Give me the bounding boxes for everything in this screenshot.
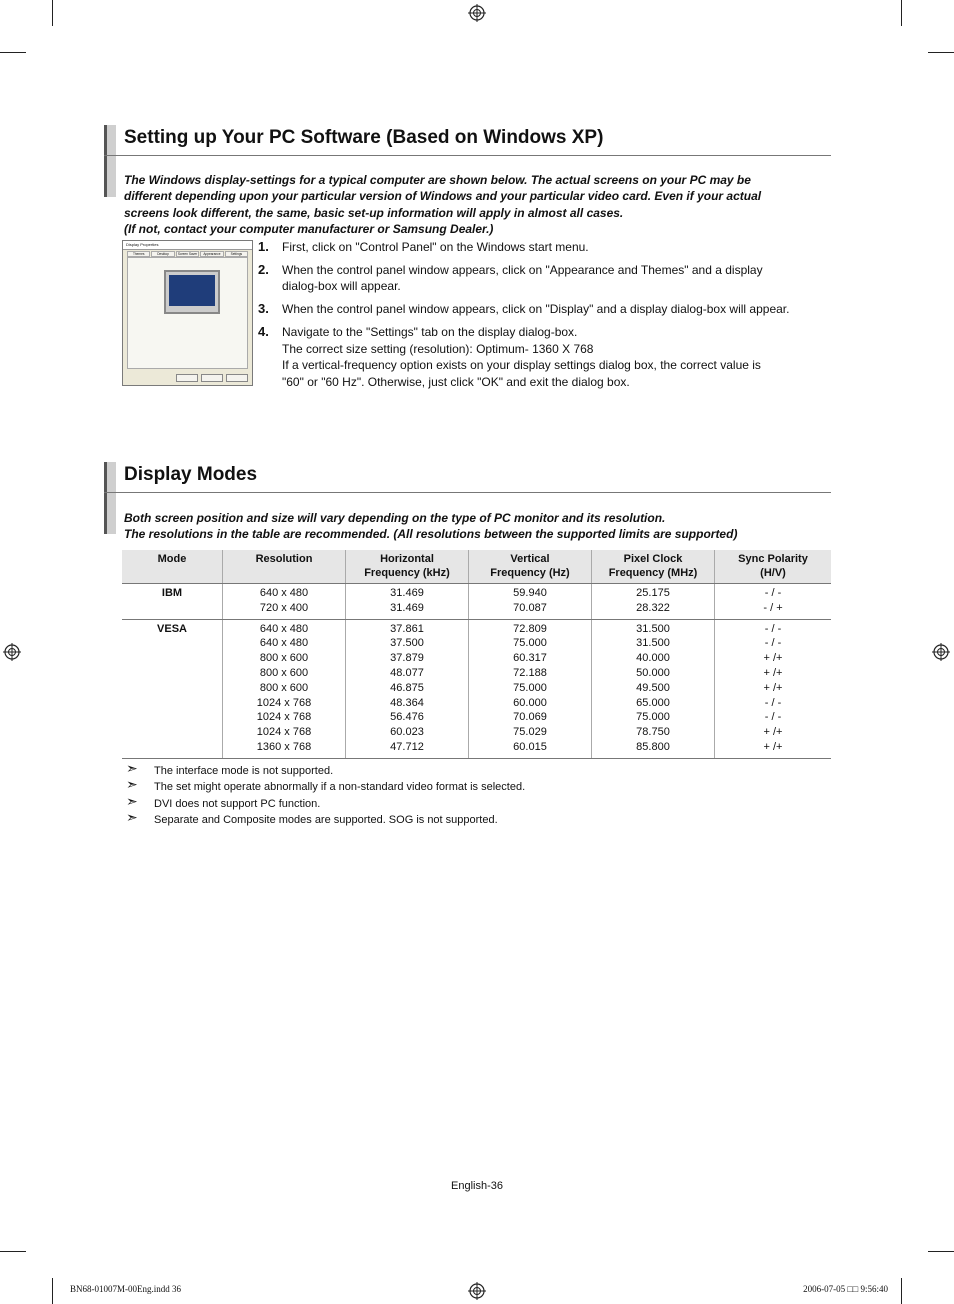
print-slug-timestamp: 2006-07-05 □□ 9:56:40 — [803, 1284, 888, 1294]
setup-steps — [258, 239, 833, 397]
note-item — [126, 776, 526, 795]
table-row — [122, 619, 831, 758]
settings-panel — [127, 257, 248, 369]
section-intro-display-modes — [124, 510, 844, 543]
cell-value: 640 x 480 — [259, 622, 309, 635]
window-title: Display Properties — [126, 242, 159, 247]
note-text: The set might operate abnormally if a non-standard video format is selected. — [154, 781, 526, 794]
registration-mark-icon — [932, 643, 950, 661]
crop-mark — [0, 52, 26, 53]
note-text: DVI does not support PC function. — [154, 797, 321, 810]
section-intro-pc-software — [124, 172, 824, 238]
cell-value: 78.750 — [636, 726, 670, 739]
cell-value: 800 x 600 — [259, 652, 309, 665]
note-item — [126, 792, 525, 812]
sync-cell — [715, 584, 832, 620]
header-pixel-clock — [592, 550, 715, 584]
step-text: Navigate to the "Settings" tab on the display dialog-box. — [282, 325, 578, 340]
cell-value: - / + — [763, 601, 783, 614]
registration-mark-icon — [3, 643, 21, 661]
crop-mark — [928, 52, 954, 53]
note-arrow-icon: ➣ — [126, 776, 138, 793]
step-item — [258, 301, 833, 317]
note-item — [126, 809, 525, 828]
cell-value: 48.077 — [390, 666, 424, 679]
header-text: Horizontal — [380, 553, 434, 565]
header-horizontal-frequency — [346, 550, 469, 584]
cell-value: 800 x 600 — [259, 666, 309, 679]
note-arrow-icon: ➣ — [126, 760, 138, 776]
cell-value: 60.000 — [513, 696, 547, 709]
tab-themes: Themes — [127, 251, 150, 257]
ok-button-icon — [176, 374, 198, 382]
cell-value: 1360 x 768 — [256, 740, 312, 753]
cancel-button-icon — [201, 374, 223, 382]
crop-mark — [901, 0, 902, 26]
header-sync-polarity — [715, 550, 832, 584]
tab-appearance: Appearance — [200, 251, 223, 257]
step-item — [258, 324, 833, 390]
cell-value: 72.188 — [513, 666, 547, 679]
cell-value: 37.500 — [390, 637, 424, 650]
section-title-display-modes: Display Modes — [124, 464, 258, 485]
header-text: Mode — [157, 553, 187, 565]
cell-value: 49.500 — [636, 681, 670, 694]
display-modes-table — [122, 550, 831, 759]
pixel-clock-cell — [592, 619, 715, 758]
cell-value: 640 x 480 — [259, 587, 309, 599]
cell-value: 31.469 — [390, 601, 424, 614]
cell-value: 1024 x 768 — [256, 711, 312, 724]
cell-value: 640 x 480 — [259, 637, 309, 650]
cell-value: + /+ — [763, 666, 783, 679]
cell-value: - / - — [764, 587, 782, 599]
cell-value: 60.015 — [513, 740, 547, 753]
step-text: When the control panel window appears, click on "Appearance and Themes" and a display — [282, 263, 763, 277]
note-text: The interface mode is not supported. — [154, 765, 334, 777]
cell-value: - / - — [764, 696, 782, 709]
intro-line: The resolutions in the table are recommended. (All resolutions between the supported limits are supported) — [124, 527, 738, 542]
intro-line: The Windows display-settings for a typical computer are shown below. The actual screens on your PC may be — [124, 173, 751, 187]
header-text: Vertical — [510, 553, 550, 565]
v-freq-cell — [469, 619, 592, 758]
step-text: If a vertical-frequency option exists on your display settings dialog box, the correct value is — [282, 358, 761, 373]
note-arrow-icon: ➣ — [126, 809, 138, 826]
h-freq-cell — [346, 619, 469, 758]
registration-mark-icon — [468, 4, 486, 22]
cell-value: 47.712 — [390, 740, 424, 753]
header-text: Frequency (MHz) — [608, 567, 698, 579]
cell-value: - / - — [764, 637, 782, 650]
note-arrow-icon: ➣ — [126, 792, 138, 809]
cell-value: 48.364 — [390, 696, 424, 709]
cell-value: 59.940 — [513, 587, 547, 599]
pixel-clock-cell — [592, 584, 715, 620]
cell-value: 28.322 — [636, 601, 670, 614]
resolution-cell — [223, 584, 346, 620]
page-number: English-36 — [451, 1180, 503, 1192]
cell-value: 37.861 — [390, 622, 424, 635]
print-slug-file: BN68-01007M-00Eng.indd 36 — [70, 1284, 181, 1294]
cell-value: 40.000 — [636, 652, 670, 665]
tab-desktop: Desktop — [151, 251, 174, 257]
step-text: When the control panel window appears, click on "Display" and a display dialog-box will appear. — [282, 302, 790, 317]
cell-value: 50.000 — [636, 666, 670, 679]
resolution-cell — [223, 619, 346, 758]
cell-value: + /+ — [763, 726, 783, 739]
tab-screen-saver: Screen Saver — [176, 251, 199, 257]
sync-cell — [715, 619, 832, 758]
header-text: Resolution — [255, 553, 313, 565]
cell-value: - / - — [764, 711, 782, 724]
section-rule — [104, 155, 831, 156]
section-rule — [104, 492, 831, 493]
step-number: 3. — [258, 301, 269, 317]
cell-value: 75.000 — [513, 681, 547, 694]
cell-value: 31.500 — [636, 622, 670, 635]
header-resolution — [223, 550, 346, 584]
section-title-pc-software: Setting up Your PC Software (Based on Windows XP) — [124, 127, 604, 148]
notes-list — [126, 760, 526, 829]
mode-cell: VESA — [122, 619, 223, 758]
header-text: Frequency (Hz) — [490, 567, 570, 579]
window-titlebar — [123, 241, 252, 250]
step-text: "60" or "60 Hz". Otherwise, just click "OK" and exit the dialog box. — [282, 374, 630, 389]
section-accent-bar — [104, 462, 116, 534]
cell-value: 75.000 — [513, 637, 547, 650]
cell-value: - / - — [764, 622, 782, 635]
v-freq-cell — [469, 584, 592, 620]
step-number: 4. — [258, 324, 269, 340]
cell-value: 25.175 — [636, 587, 670, 599]
crop-mark — [901, 1278, 902, 1304]
cell-value: 800 x 600 — [259, 681, 309, 694]
step-item — [258, 239, 833, 255]
intro-line: Both screen position and size will vary depending on the type of PC monitor and its resolution. — [124, 511, 666, 525]
header-vertical-frequency — [469, 550, 592, 584]
cell-value: 56.476 — [390, 711, 424, 724]
step-text: The correct size setting (resolution): Optimum- 1360 X 768 — [282, 341, 594, 356]
step-number: 1. — [258, 239, 269, 254]
intro-line: (If not, contact your computer manufacturer or Samsung Dealer.) — [124, 222, 494, 237]
table-row — [122, 584, 831, 620]
cell-value: + /+ — [763, 652, 783, 665]
note-text: Separate and Composite modes are supported. SOG is not supported. — [154, 814, 498, 827]
step-text: First, click on "Control Panel" on the Windows start menu. — [282, 240, 589, 254]
cell-value: 72.809 — [513, 622, 547, 635]
header-text: Sync Polarity — [738, 553, 808, 565]
intro-line: screens look different, the same, basic set-up information will apply in almost all cases. — [124, 205, 624, 220]
crop-mark — [52, 0, 53, 26]
mode-cell: IBM — [122, 584, 223, 620]
cell-value: + /+ — [763, 681, 783, 694]
cell-value: 1024 x 768 — [256, 696, 312, 709]
section-accent-bar — [104, 125, 116, 197]
tab-settings: Settings — [225, 251, 248, 257]
cell-value: 1024 x 768 — [256, 726, 312, 739]
cell-value: 720 x 400 — [259, 601, 309, 614]
cell-value: 37.879 — [390, 652, 424, 665]
note-item — [126, 760, 525, 779]
cell-value: 31.500 — [636, 637, 670, 650]
cell-value: 31.469 — [390, 587, 424, 599]
intro-line: different depending upon your particular version of Windows and your particular video card. Even if your actual — [124, 189, 762, 204]
cell-value: 70.069 — [513, 711, 547, 724]
step-item — [258, 262, 833, 295]
cell-value: 46.875 — [390, 681, 424, 694]
registration-mark-icon — [468, 1282, 486, 1300]
cell-value: 75.029 — [513, 726, 547, 739]
header-mode — [122, 550, 223, 584]
step-text: dialog-box will appear. — [282, 279, 401, 294]
display-properties-screenshot — [122, 240, 253, 386]
step-number: 2. — [258, 262, 269, 277]
crop-mark — [0, 1251, 26, 1252]
h-freq-cell — [346, 584, 469, 620]
cell-value: 70.087 — [513, 601, 547, 614]
table-header-row — [122, 550, 831, 584]
cell-value: 60.023 — [390, 726, 424, 739]
cell-value: 60.317 — [513, 652, 547, 665]
crop-mark — [928, 1251, 954, 1252]
apply-button-icon — [226, 374, 248, 382]
header-text: Frequency (kHz) — [364, 567, 450, 579]
cell-value: 65.000 — [636, 696, 670, 709]
crop-mark — [52, 1278, 53, 1304]
header-text: Pixel Clock — [623, 553, 683, 565]
cell-value: 75.000 — [636, 711, 670, 724]
monitor-icon — [164, 270, 220, 314]
dialog-buttons — [176, 374, 248, 382]
cell-value: 85.800 — [636, 740, 670, 753]
cell-value: + /+ — [763, 740, 783, 753]
header-text: (H/V) — [760, 567, 786, 579]
